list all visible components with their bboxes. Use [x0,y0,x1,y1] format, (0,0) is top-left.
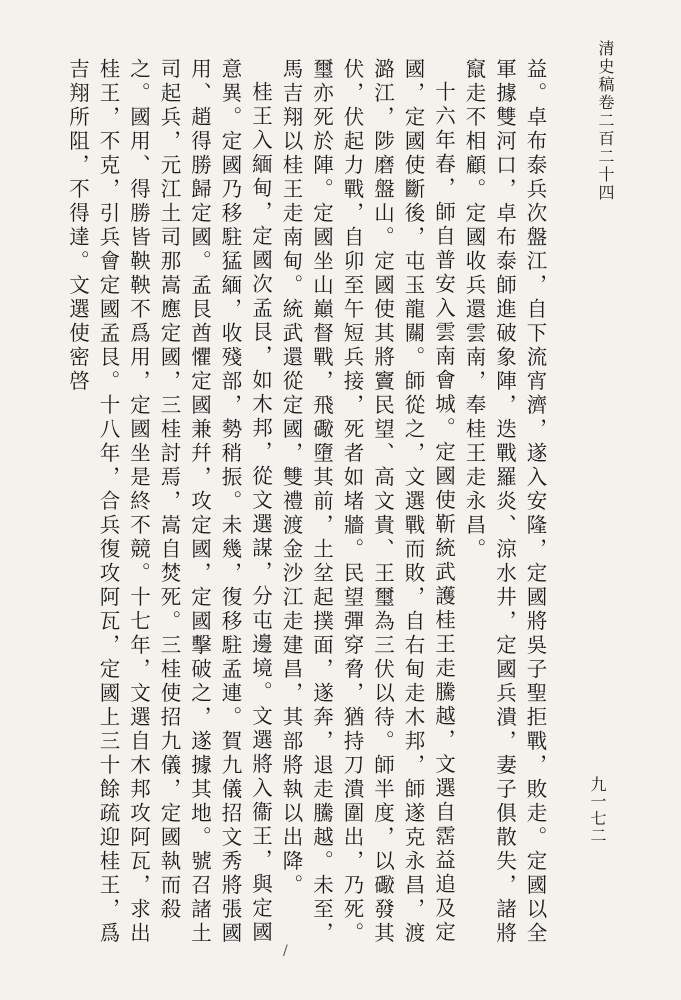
stray-mark: / [283,943,288,959]
running-title: 清史稿卷二百二十四 [596,40,615,202]
main-text-block [65,58,550,958]
page-number: 九一七二 [588,776,607,844]
paragraph: 桂王入緬甸，定國次孟艮，如木邦，從文選謀，分屯邊境。文選將入衞王，與定國意異。定國乃移駐猛緬，收殘部，勢稍振。未幾，復移駐孟連。賀九儀招文秀將張國用、趙得勝歸定國。孟艮酋懼定國兼幷，攻定國，定國擊破之，遂據其地。號召諸土司起兵，元江土司那嵩應定國，三桂討焉，嵩自焚死。三桂使招九儀，定國執而殺之。國用、得勝皆鞅鞅不爲用，定國坐是終不競。十七年，文選自木邦攻阿瓦，求出桂王，不克，引兵會定國孟艮。十八年，合兵復攻阿瓦，定國上三十餘疏迎桂王，爲吉翔所阻，不得達。文選使密啓 [65,58,273,946]
paragraph: 十六年春，師自普安入雲南會城。定國使靳統武護桂王走騰越，文選自霑益追及定國，定國使斷後，屯玉龍關。師從之，文選戰而敗，自右甸走木邦，師遂克永昌，渡潞江，陟磨盤山。定國使其將竇民望、高文貴、王璽為三伏以待。師半度，以礮發其伏，伏起力戰，自卯至午短兵接，死者如堵牆。民望彈穿脅，猶持刀潰圍出，乃死。璽亦死於陣。定國坐山巔督戰，飛礮墮其前，土坌起撲面，遂奔，退走騰越。未至，馬吉翔以桂王走南甸。統武還從定國，雙禮渡金沙江走建昌，其部將執以出降。 [279,58,456,946]
paragraph-continuation [459,58,551,958]
paragraph-lead: 益。卓布泰兵次盤江，自下流宵濟，遂入安隆，定國將吳子聖拒戰，敗走。定國以全軍據雙河口，卓布泰師進破象陣，迭戰羅炎、涼水井，定國兵潰，妻子俱散失，諸將竄走不相顧。 [462,58,547,946]
paragraph-text: 定國收兵還雲南，奉桂王走永昌。 [462,202,486,562]
